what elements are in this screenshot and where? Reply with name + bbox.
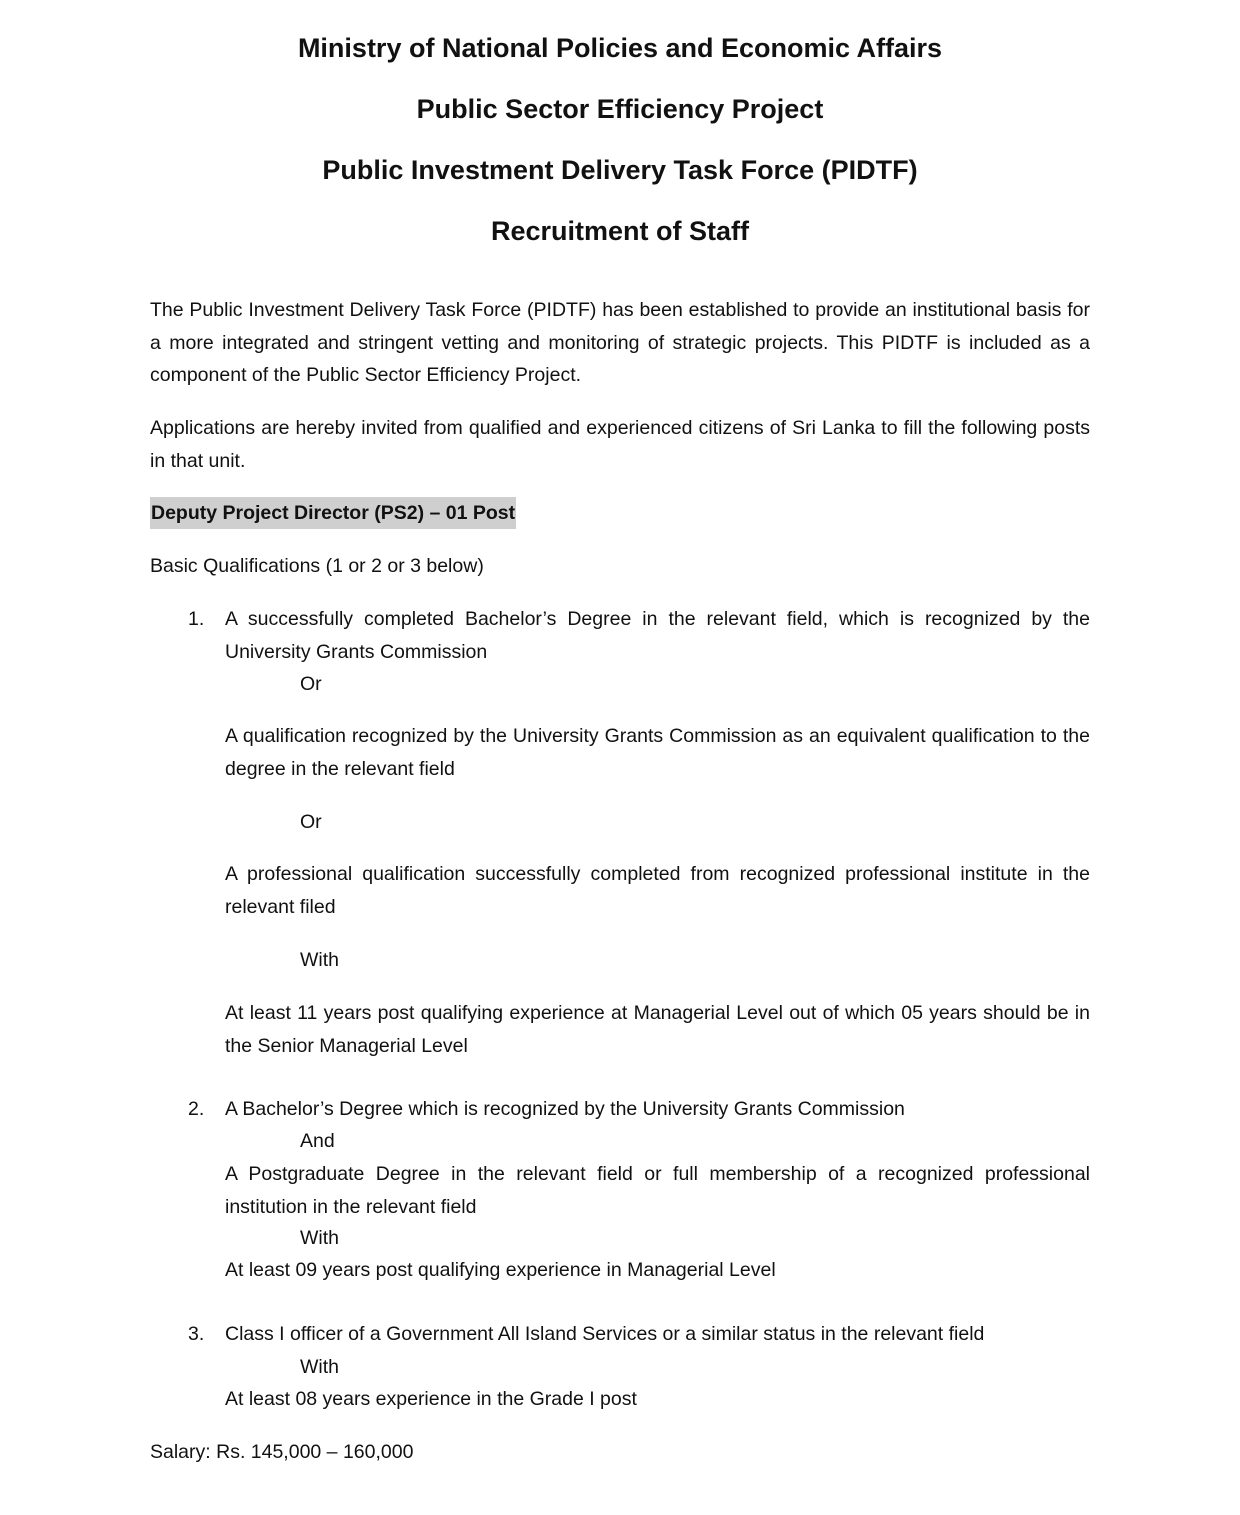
item-number: 3. xyxy=(188,1323,205,1345)
qualification-class-officer: Class I officer of a Government All Island Services or a similar status in the relevant field xyxy=(225,1323,985,1345)
document-header xyxy=(0,26,1240,270)
ministry-title: Ministry of National Policies and Economic Affairs xyxy=(297,33,943,63)
item-number: 2. xyxy=(188,1098,205,1120)
item-number: 1. xyxy=(188,608,205,630)
connector-with: With xyxy=(300,1356,339,1378)
connector-or: Or xyxy=(300,673,322,695)
experience-requirement: At least 08 years experience in the Grade I post xyxy=(225,1388,637,1410)
qualification-bachelor-degree: A successfully completed Bachelor’s Degree in the relevant field, which is recognized by the University Grants Commission xyxy=(225,608,1090,663)
connector-or: Or xyxy=(300,811,322,833)
qualification-equivalent: A qualification recognized by the University Grants Commission as an equivalent qualification to the degree in the relevant field xyxy=(225,725,1090,780)
invitation-paragraph: Applications are hereby invited from qualified and experienced citizens of Sri Lanka to fill the following posts in that unit. xyxy=(150,417,1090,472)
post-heading: Deputy Project Director (PS2) – 01 Post xyxy=(150,497,516,529)
qualification-postgraduate: A Postgraduate Degree in the relevant field or full membership of a recognized professional institution in the relevant field xyxy=(225,1163,1090,1218)
taskforce-title: Public Investment Delivery Task Force (PIDTF) xyxy=(322,155,918,185)
connector-with: With xyxy=(300,1227,339,1249)
connector-with: With xyxy=(300,949,339,971)
qualification-professional: A professional qualification successfully completed from recognized professional institute in the relevant filed xyxy=(225,863,1090,918)
document-title: Recruitment of Staff xyxy=(490,216,750,246)
intro-paragraph: The Public Investment Delivery Task Force (PIDTF) has been established to provide an institutional basis for a more integrated and stringent vetting and monitoring of strategic projects. This PIDTF is included as a component of the Public Sector Efficiency Project. xyxy=(150,299,1090,386)
experience-requirement: At least 11 years post qualifying experience at Managerial Level out of which 05 years should be in the Senior Managerial Level xyxy=(225,1002,1090,1057)
experience-requirement: At least 09 years post qualifying experience in Managerial Level xyxy=(225,1259,776,1281)
connector-and: And xyxy=(300,1130,335,1152)
qualification-degree: A Bachelor’s Degree which is recognized by the University Grants Commission xyxy=(225,1098,905,1120)
basic-qualifications-label: Basic Qualifications (1 or 2 or 3 below) xyxy=(150,555,484,577)
salary: Salary: Rs. 145,000 – 160,000 xyxy=(150,1441,414,1463)
project-title: Public Sector Efficiency Project xyxy=(416,94,824,124)
